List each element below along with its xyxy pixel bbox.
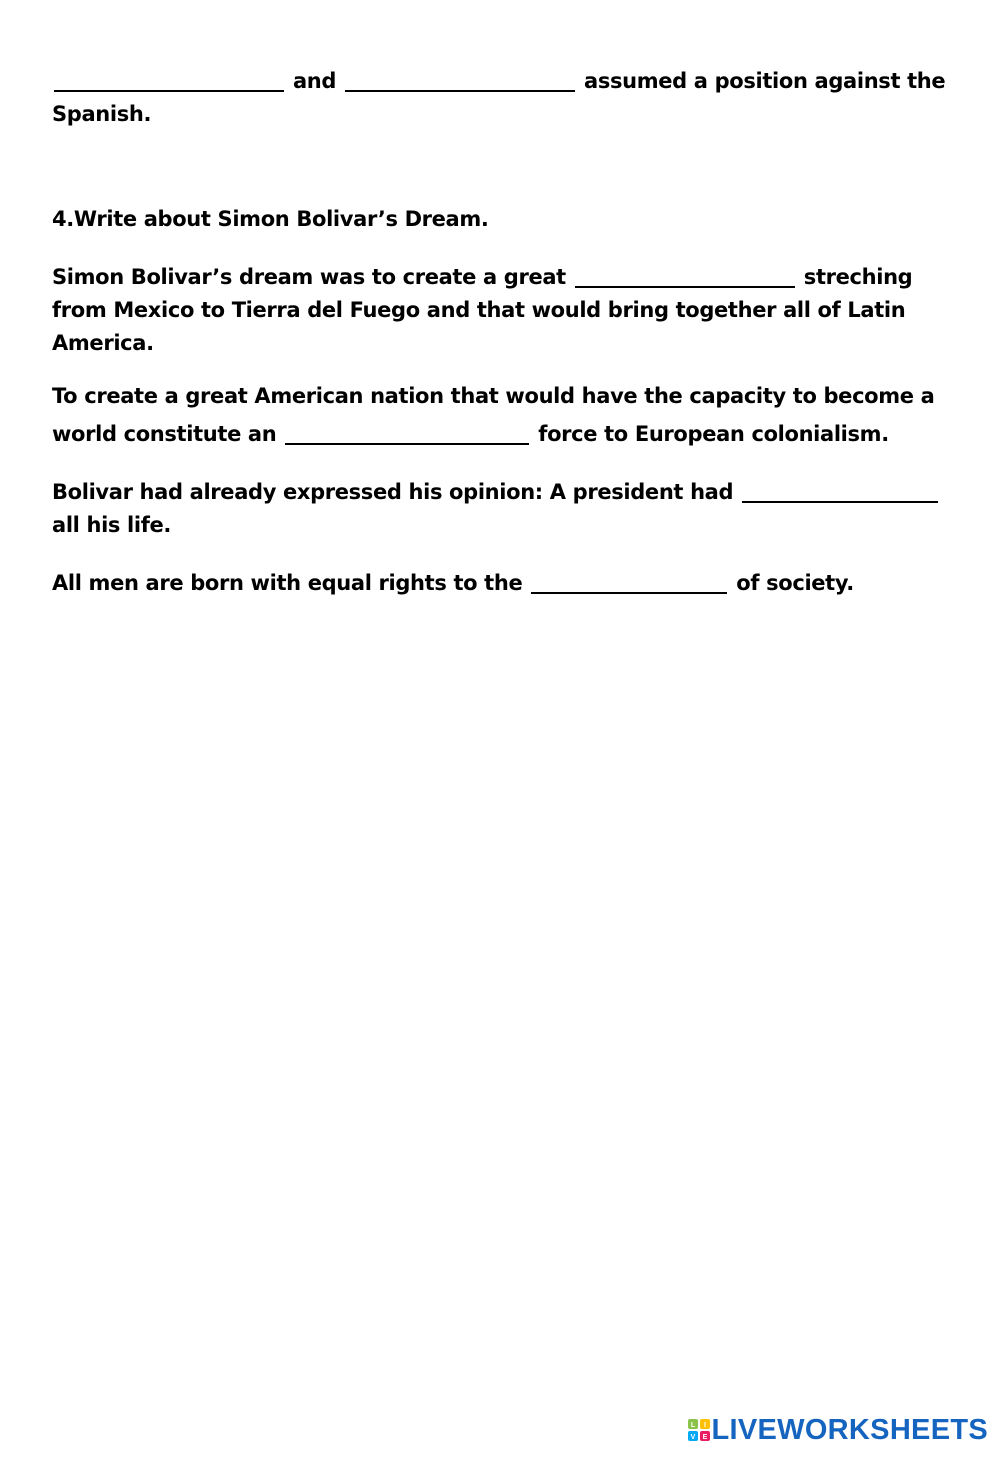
- blank-field-4[interactable]: [285, 417, 529, 445]
- liveworksheets-logo-text: LIVEWORKSHEETS: [711, 1413, 988, 1446]
- paragraph-equal-rights: [52, 562, 952, 600]
- question-heading: 4.Write about Simon Bolivar’s Dream.: [52, 207, 489, 231]
- text-president-before: Bolivar had already expressed his opinion: A president had: [52, 480, 734, 504]
- blank-field-6[interactable]: [531, 566, 727, 594]
- blank-field-3[interactable]: [575, 260, 795, 288]
- svg-text:L: L: [690, 1422, 695, 1429]
- svg-text:V: V: [690, 1434, 695, 1441]
- svg-text:E: E: [702, 1434, 707, 1441]
- paragraph-president-opinion: [52, 471, 952, 542]
- liveworksheets-logo-icon: [688, 1419, 710, 1441]
- liveworksheets-logo: [688, 1413, 989, 1447]
- text-rights-after: of society.: [736, 571, 854, 595]
- text-president-after: all his life.: [52, 513, 172, 537]
- svg-text:I: I: [703, 1422, 706, 1429]
- text-nation-before: To create a great American nation that would have the capacity to become a world constitute an: [52, 384, 935, 446]
- blank-field-1[interactable]: [54, 64, 284, 92]
- worksheet-page: [52, 60, 952, 620]
- text-dream-before: Simon Bolivar’s dream was to create a great: [52, 265, 566, 289]
- text-dream-after: streching from Mexico to Tierra del Fuego and that would bring together all of Latin America.: [52, 265, 913, 355]
- text-assumed-position: assumed a position against the Spanish.: [52, 69, 946, 126]
- text-rights-before: All men are born with equal rights to the: [52, 571, 523, 595]
- blank-field-5[interactable]: [742, 475, 938, 503]
- blank-field-2[interactable]: [345, 64, 575, 92]
- paragraph-american-nation: [52, 380, 952, 451]
- paragraph-spanish-opposition: [52, 60, 952, 131]
- paragraph-bolivar-dream: [52, 256, 952, 360]
- text-nation-after: force to European colonialism.: [538, 422, 889, 446]
- text-and: and: [292, 69, 337, 93]
